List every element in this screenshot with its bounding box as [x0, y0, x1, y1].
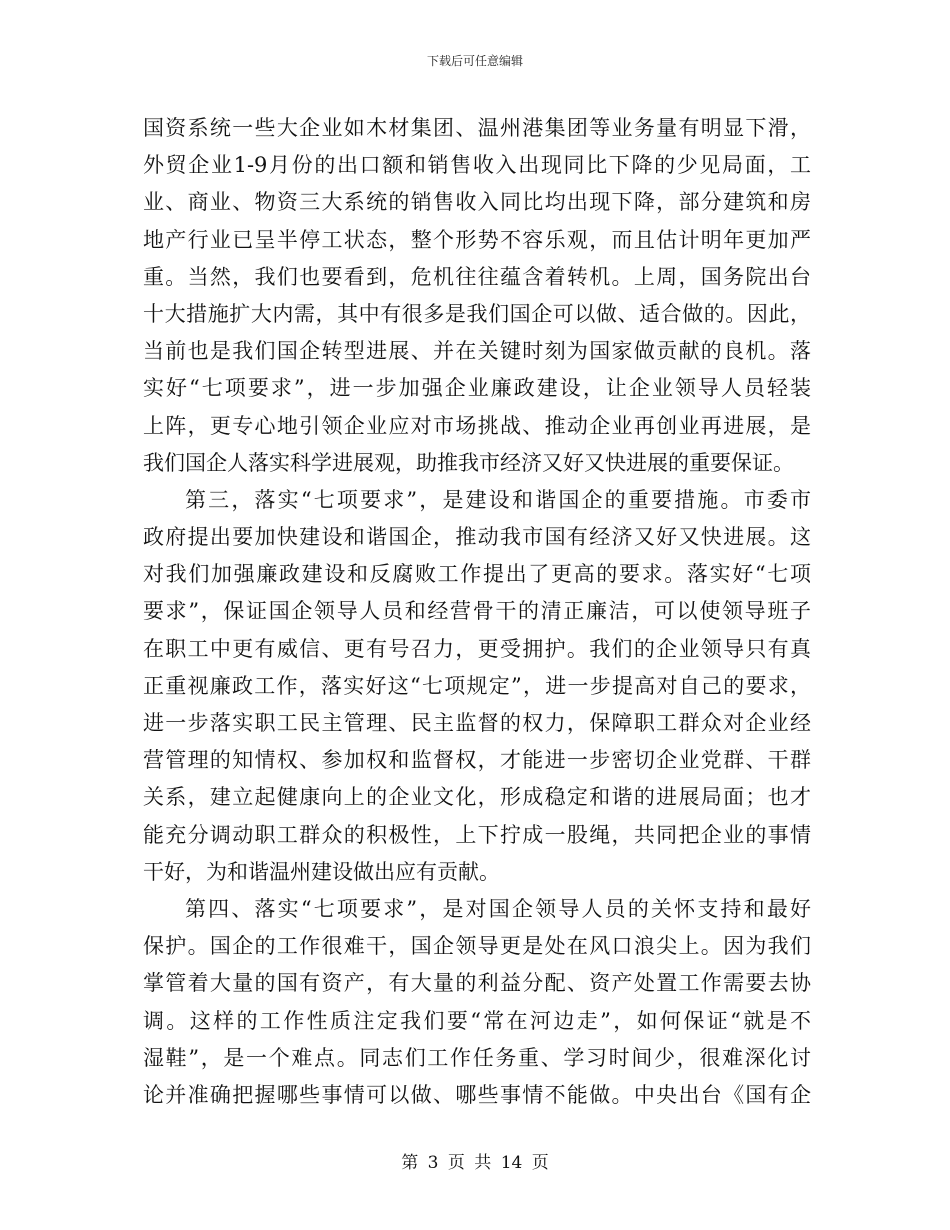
paragraph-first-line: 第四、落实“七项要求”，是对国企领导人员的关怀支持和最好	[185, 896, 811, 921]
text-line: 掌管着大量的国有资产，有大量的利益分配、资产处置工作需要去协	[143, 971, 811, 996]
paragraph-last-line: 干好，为和谐温州建设做出应有贡献。	[143, 859, 500, 884]
text-line: 国资系统一些大企业如木材集团、温州港集团等业务量有明显下滑，	[143, 116, 811, 140]
page-header: 下载后可任意编辑	[426, 54, 523, 68]
text-line: 论并准确把握哪些事情可以做、哪些事情不能做。中央出台《国有企	[143, 1082, 811, 1107]
text-line: 政府提出要加快建设和谐国企，推动我市国有经济又好又快进展。这	[143, 525, 811, 550]
text-line: 在职工中更有威信、更有号召力，更受拥护。我们的企业领导只有真	[143, 636, 811, 661]
text-line: 重。当然，我们也要看到，危机往往蕴含着转机。上周，国务院出台	[143, 264, 811, 289]
text-line: 对我们加强廉政建设和反腐败工作提出了更高的要求。落实好“七项	[143, 562, 811, 587]
text-line: 关系，建立起健康向上的企业文化，形成稳定和谐的进展局面；也才	[143, 785, 811, 810]
text-line: 正重视廉政工作，落实好这“七项规定”，进一步提高对自己的要求，	[143, 673, 811, 698]
text-line: 营管理的知情权、参加权和监督权，才能进一步密切企业党群、干群	[143, 748, 811, 773]
text-line: 实好“七项要求”，进一步加强企业廉政建设，让企业领导人员轻装	[143, 376, 811, 401]
text-line: 十大措施扩大内需，其中有很多是我们国企可以做、适合做的。因此，	[143, 301, 811, 326]
text-line: 当前也是我们国企转型进展、并在关键时刻为国家做贡献的良机。落	[143, 339, 811, 364]
text-line: 外贸企业1-9月份的出口额和销售收入出现同比下降的少见局面，工	[143, 153, 811, 178]
text-line: 要求”，保证国企领导人员和经营骨干的清正廉洁，可以使领导班子	[143, 599, 811, 624]
page-number-footer: 第 3 页 共 14 页	[401, 1153, 549, 1173]
text-line: 进一步落实职工民主管理、民主监督的权力，保障职工群众对企业经	[143, 711, 811, 735]
text-line: 地产行业已呈半停工状态，整个形势不容乐观，而且估计明年更加严	[143, 227, 811, 252]
text-line: 我们国企人落实科学进展观，助推我市经济又好又快进展的重要保证。	[143, 450, 794, 475]
text-line: 调。这样的工作性质注定我们要“常在河边走”，如何保证“就是不	[143, 1008, 811, 1033]
text-line: 上阵，更专心地引领企业应对市场挑战、推动企业再创业再进展，是	[143, 413, 811, 438]
document-body	[143, 110, 811, 1114]
text-line: 保护。国企的工作很难干，国企领导更是处在风口浪尖上。因为我们	[143, 934, 811, 959]
text-line: 业、商业、物资三大系统的销售收入同比均出现下降，部分建筑和房	[143, 190, 811, 215]
paragraph-first-line: 第三，落实“七项要求”，是建设和谐国企的重要措施。市委市	[185, 487, 811, 512]
text-line: 湿鞋”，是一个难点。同志们工作任务重、学习时间少，很难深化讨	[143, 1045, 811, 1070]
text-line: 能充分调动职工群众的积极性，上下拧成一股绳，共同把企业的事情	[143, 822, 811, 847]
